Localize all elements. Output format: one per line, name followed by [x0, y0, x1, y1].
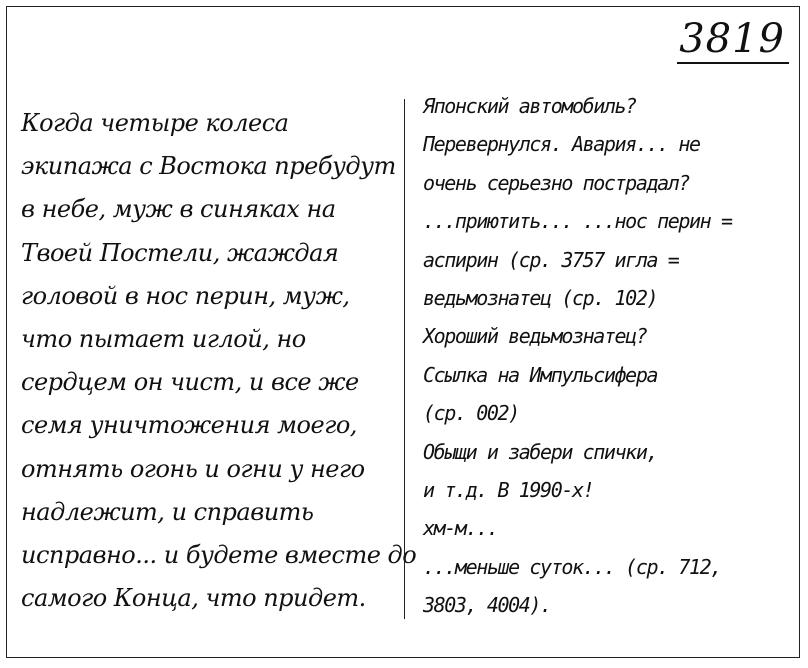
note-line: Хороший ведьмознатец?	[423, 324, 647, 349]
note-line: Японский автомобиль?	[423, 94, 636, 118]
note-line: Обыщи и забери спички,	[423, 439, 658, 464]
note-line: (ср. 002)	[423, 401, 519, 426]
poem-line: сердцем он чист, и все же	[21, 368, 359, 397]
poem-line: исправно... и будете вместе до	[21, 540, 417, 569]
note-line: очень серьезно пострадал?	[423, 170, 690, 195]
note-line: 3803, 4004).	[423, 593, 551, 618]
card-number-underline	[677, 62, 789, 64]
poem-line: отнять огонь и огни у него	[21, 454, 365, 483]
note-card	[6, 6, 800, 658]
note-line: ...меньше суток... (ср. 712,	[423, 554, 721, 579]
note-line: ...приютить... ...нос перин =	[423, 209, 732, 234]
poem-line: самого Конца, что придет.	[21, 584, 366, 613]
poem-line: семя уничтожения моего,	[21, 411, 357, 440]
note-line: аспирин (ср. 3757 игла =	[423, 247, 679, 272]
poem-line: в небе, муж в синяках на	[21, 195, 336, 224]
note-line: Перевернулся. Авария... не	[423, 132, 700, 157]
poem-column	[21, 102, 417, 620]
poem-line: Когда четыре колеса	[21, 109, 289, 137]
poem-line: головой в нос перин, муж,	[21, 281, 350, 310]
note-line: ведьмознатец (ср. 102)	[423, 285, 658, 310]
note-line: Ссылка на Импульсифера	[423, 362, 658, 387]
poem-line: экипажа с Востока пребудут	[21, 152, 396, 181]
poem-line: надлежит, и справить	[21, 497, 314, 526]
column-divider	[404, 99, 405, 619]
poem-line: Твоей Постели, жаждая	[21, 238, 339, 267]
poem-line: что пытает иглой, но	[21, 324, 306, 353]
notes-column	[423, 87, 793, 624]
note-line: и т.д. В 1990-х!	[423, 477, 594, 502]
card-number: 3819	[679, 16, 785, 62]
note-line: хм-м...	[423, 516, 498, 541]
